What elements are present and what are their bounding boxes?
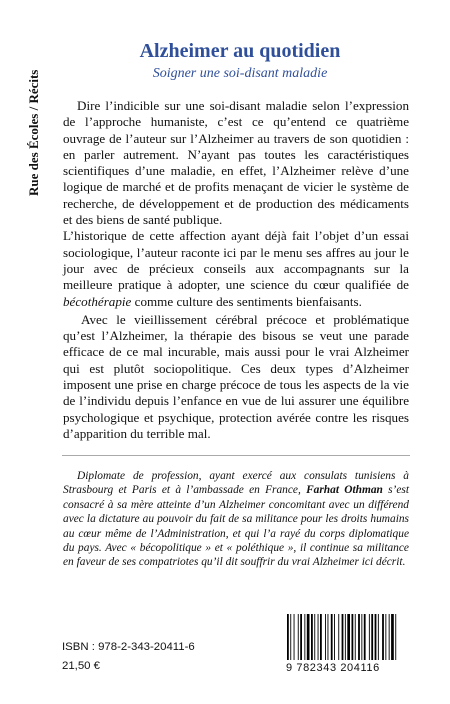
bio-text-end: s’est consacré à sa mère atteinte d’un Alzheimer concomitant avec un différend avec la dictature au pouvoir du fait de sa militance pour les droits humains au cœur même de l’Administration, et qui l’a rayé du corps diplomatique du pays. Avec « bécopolitique » et « poléthique », il continue sa militance en faveur de ses compatriotes qu’il dit souffrir du vrai Alzheimer ici décrit.: [63, 484, 410, 569]
collection-name: Rue des Écoles / Récits: [26, 69, 41, 196]
blurb-paragraph-3: Avec le vieillissement cérébral précoce et problématique qu’est l’Alzheimer, la thérapie des bisous se veut une parade efficace de ce mal incurable, mais aussi pour le vrai Alzheimer qui est plutôt sociopolitique. Ces deux types d’Alzheimer imposent une prise en charge précoce de tous les aspects de la vie de l’individu depuis l’enfance en vue de lui assurer une équilibre psychologique et psychique, protection avérée contre les risques d’apparition du terrible mal.: [63, 311, 409, 441]
author-bio: [63, 469, 409, 570]
divider: [62, 455, 410, 456]
blurb-term: bécothérapie: [63, 293, 132, 309]
author-name: Farhat Othman: [306, 484, 383, 497]
price: 21,50 €: [62, 660, 101, 672]
blurb-p2-text: L’historique de cette affection ayant déjà fait l’objet d’un essai sociologique, l’auteur raconte ici par le menu ses affres au jour le jour avec de précieux conseils aux accompagnants sur la meilleure pratique à adopter, une science du cœur qualifiée de: [63, 228, 409, 293]
blurb-paragraph-1: Dire l’indicible sur une soi-disant maladie selon l’expression de l’approche humaniste, c’est ce qu’entend ce quatrième ouvrage de l’auteur sur l’Alzheimer au travers de son quotidien : en parler autrement. N’ayant pas toutes les caractéristiques scientifiques d’une maladie, en effet, l’Alzheimer relève d’une logique de marché et de profits menaçant de vicier le système de recherche, de développement et de production des médicaments et des biens de santé publique.: [63, 98, 409, 228]
barcode-digits: 9 782343 204116: [286, 662, 380, 674]
blurb-paragraph-2: [63, 228, 409, 309]
isbn: ISBN : 978-2-343-20411-6: [62, 641, 195, 653]
bio-text: Diplomate de profession, ayant exercé aux consulats tunisiens à Strasbourg et Paris et à l’ambassade en France,: [63, 470, 409, 497]
book-title: Alzheimer au quotidien: [139, 40, 341, 62]
blurb: [63, 98, 409, 442]
spine-text: [8, 36, 41, 206]
blurb-p2-end: comme culture des sentiments bienfaisants.: [131, 293, 362, 309]
book-subtitle: Soigner une soi-disant maladie: [152, 66, 328, 81]
